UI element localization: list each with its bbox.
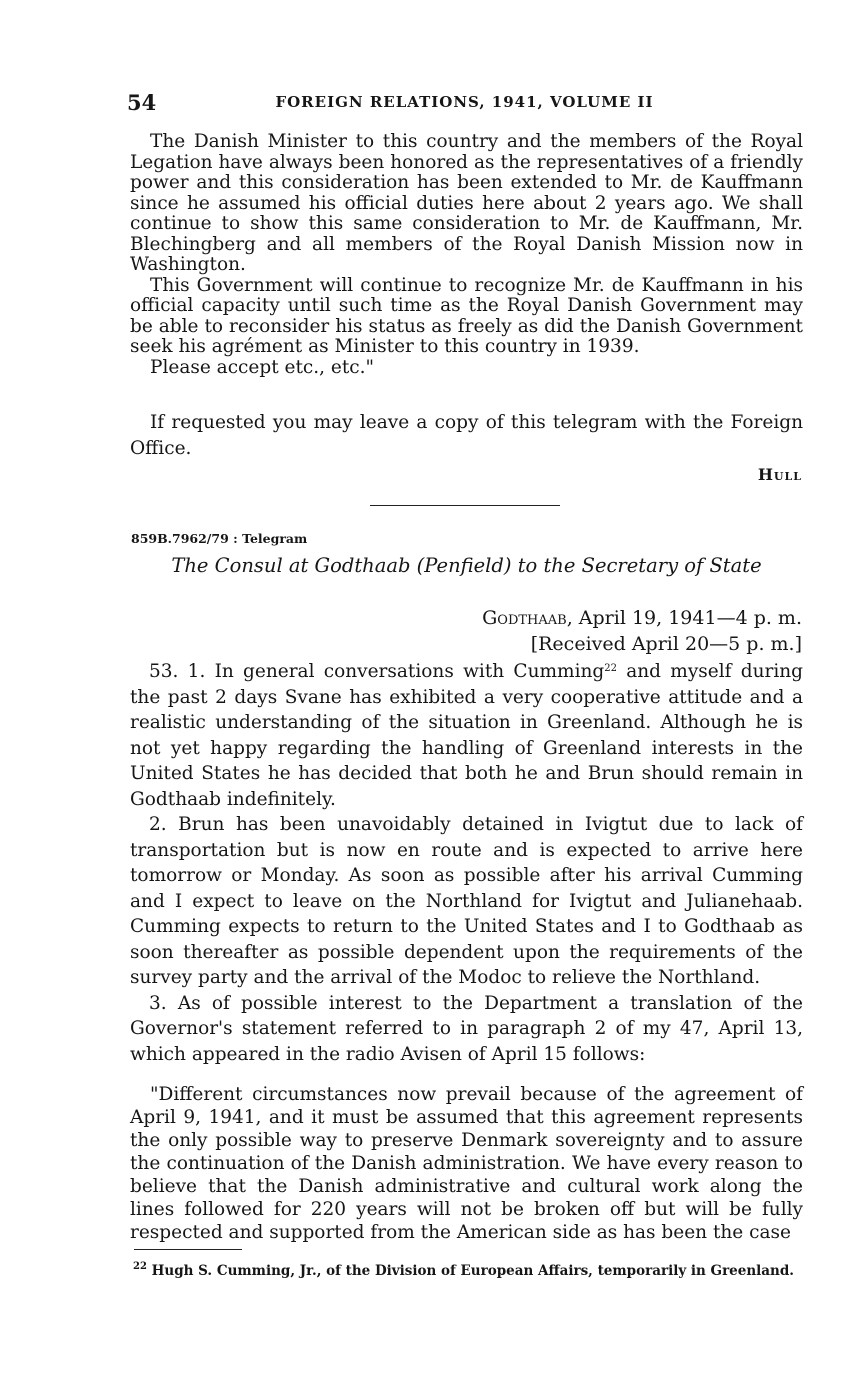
dateline — [482, 605, 802, 657]
telegram-p1-rest: and myself during the past 2 days Svane has exhibited a very cooperative attitude and a realistic understanding of the situation in Greenland. Although he is not yet happy regarding the handling of Greenland interests in the United States he has decided that both he and Brun should remain in Godthaab indefinitely. — [130, 661, 803, 810]
document-title: The Consul at Godthaab (Penfield) to the Secretary of State — [171, 554, 762, 577]
page-header — [127, 90, 802, 116]
letter-paragraph: This Government will continue to recognize Mr. de Kauffmann in his official capacity until such time as the Royal Danish Government may be able to reconsider his status as freely as did the Danish Government seek his agrément as Minister to this country in 1939. — [130, 274, 803, 357]
file-reference: 859B.7962/79 : Telegram — [131, 531, 308, 546]
page-number: 54 — [127, 90, 157, 115]
instruction-block — [130, 410, 803, 462]
letter-paragraph: Please accept etc., etc." — [150, 356, 375, 378]
telegram-body — [130, 659, 803, 1067]
quote-paragraph: "Different circumstances now prevail because of the agreement of April 9, 1941, and it must be assumed that this agreement represents the only possible way to preserve Denmark sovereignty and to assure the continuation of the Danish administration. We have every reason to believe that the Danish administrative and cultural work along the lines followed for 220 years will not be broken off but will be fully respected and supported from the American side as has been the case — [130, 1084, 803, 1243]
letter-paragraph: The Danish Minister to this country and the members of the Royal Legation have always been honored as the representatives of a friendly power and this consideration has been extended to Mr. de Kauffmann since he assumed his official duties here about 2 years ago. We shall continue to show this same consideration to Mr. de Kauffmann, Mr. Blechingberg and all members of the Royal Danish Mission now in Washington. — [130, 131, 803, 275]
signature: Hull — [757, 465, 802, 484]
running-head: FOREIGN RELATIONS, 1941, VOLUME II — [275, 93, 654, 111]
section-divider — [370, 505, 560, 506]
dateline-received: [Received April 20—5 p. m.] — [530, 633, 802, 655]
telegram-paragraph: 2. Brun has been unavoidably detained in Ivigtut due to lack of transportation but is now en route and is expected to arrive here tomorrow or Monday. As soon as possible after his arrival Cumming and I expect to leave on the Northland for Ivigtut and Julianehaab. Cumming expects to return to the United States and I to Godthaab as soon thereafter as possible dependent upon the requirements of the survey party and the arrival of the Modoc to relieve the Northland. — [130, 814, 803, 988]
governor-statement-quote — [130, 1083, 803, 1244]
dateline-place: Godthaab — [482, 607, 567, 629]
footnote-marker: 22 — [133, 1261, 147, 1272]
footnote — [133, 1262, 805, 1281]
dateline-date: , April 19, 1941—4 p. m. — [566, 607, 802, 629]
footnote-text: Hugh S. Cumming, Jr., of the Division of European Affairs, temporarily in Greenland. — [151, 1263, 795, 1279]
telegram-paragraph — [130, 659, 803, 812]
telegram-p1-start: 53. 1. In general conversations with Cumming — [149, 661, 605, 682]
footnote-rule — [134, 1249, 242, 1250]
footnote-reference: 22 — [604, 663, 617, 674]
telegram-paragraph: 3. As of possible interest to the Department a translation of the Governor's statement referred to in paragraph 2 of my 47, April 13, which appeared in the radio Avisen of April 15 follows: — [130, 992, 803, 1065]
quoted-letter — [130, 132, 803, 378]
instruction-paragraph: If requested you may leave a copy of this telegram with the Foreign Office. — [130, 412, 803, 459]
dateline-sent — [482, 605, 802, 631]
